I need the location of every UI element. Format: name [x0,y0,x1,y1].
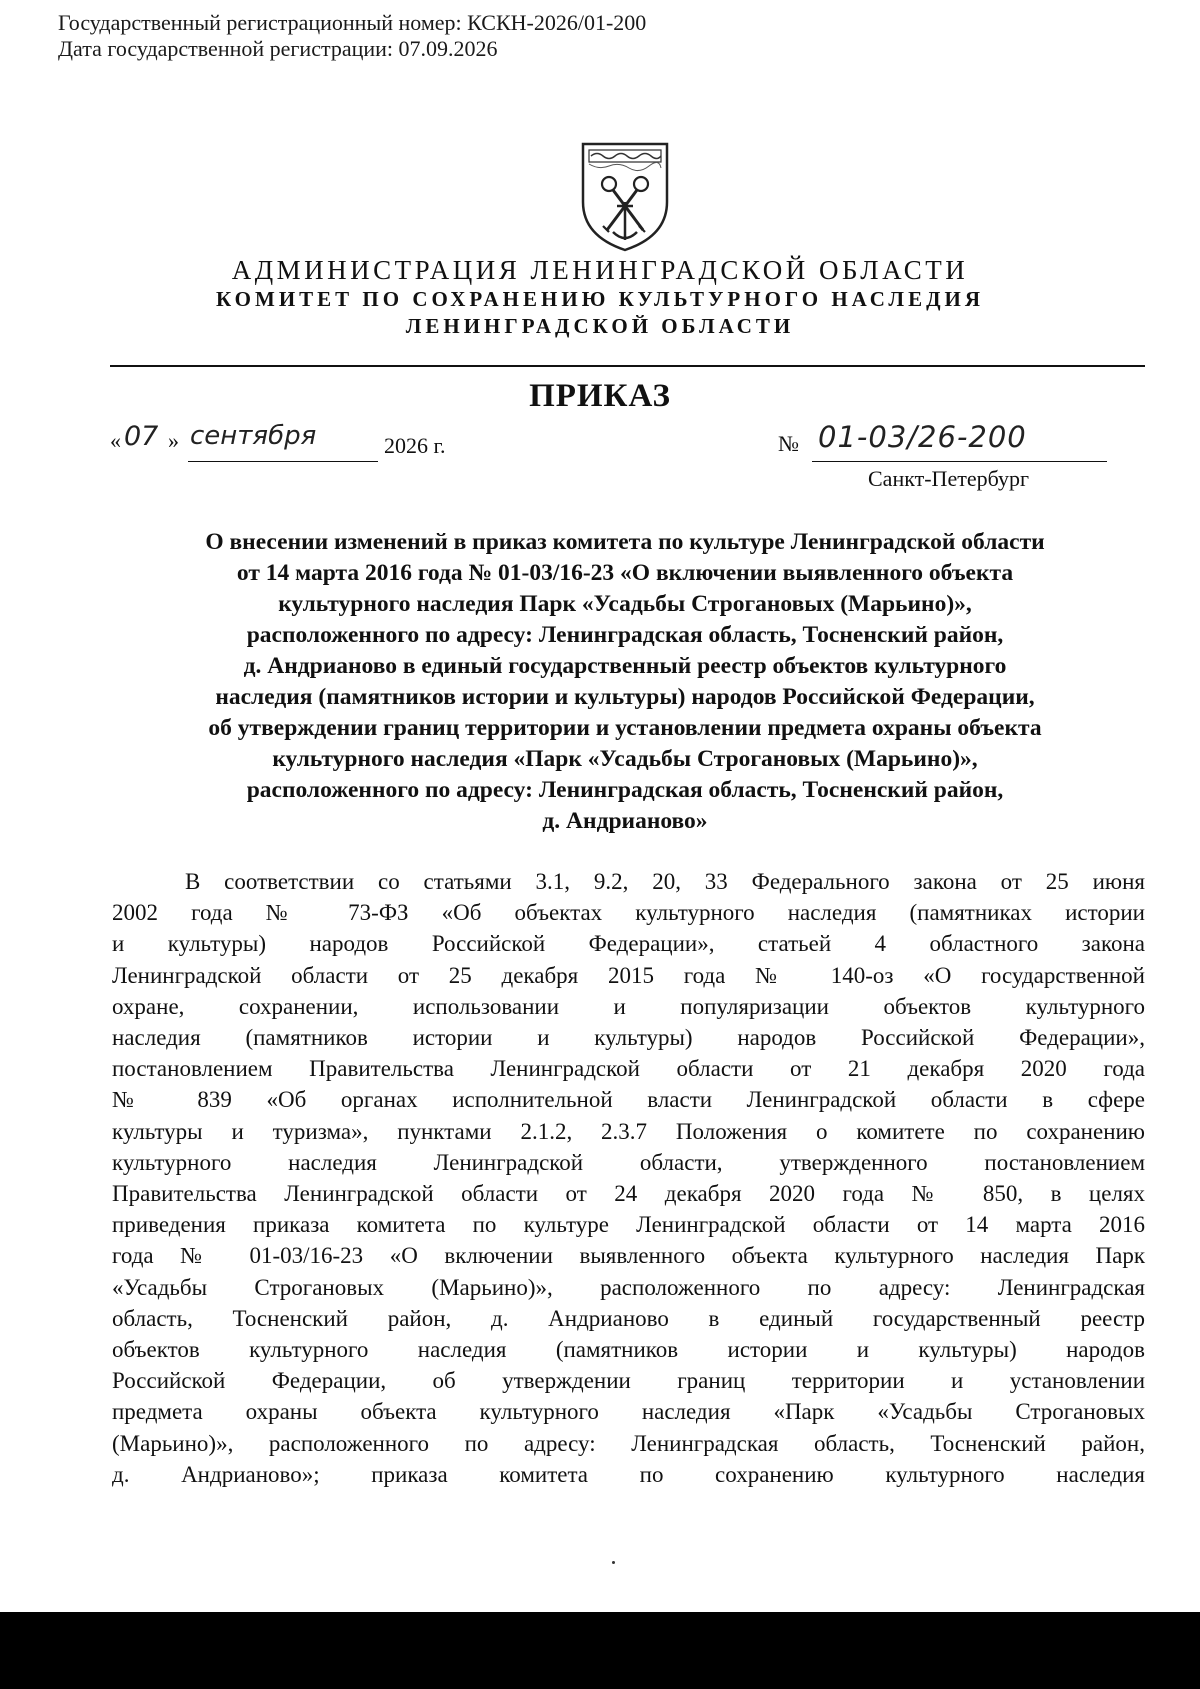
date-underline [188,461,378,462]
date-quote-open: « [110,428,121,453]
subject-line: культурного наследия Парк «Усадьбы Строгановых (Марьино)», [278,591,972,617]
order-body [112,866,1145,1490]
subject-line: расположенного по адресу: Ленинградская область, Тосненский район, [246,777,1004,803]
body-line: область, Тосненский район, д. Андрианово в единый государственный реестр [112,1305,1145,1331]
body-line: объектов культурного наследия (памятников истории и культуры) народов [112,1337,1145,1363]
body-line: наследия (памятников истории и культуры) народов Российской Федерации», [112,1025,1145,1051]
body-line: культуры и туризма», пунктами 2.1.2, 2.3.7 Положения о комитете по сохранению [112,1118,1145,1144]
body-line: Правительства Ленинградской области от 24 декабря 2020 года № 850, в целях [112,1181,1145,1207]
body-line: Российской Федерации, об утверждении границ территории и установлении [112,1368,1145,1394]
subject-line: расположенного по адресу: Ленинградская область, Тосненский район, [246,622,1004,648]
body-line: предмета охраны объекта культурного наследия «Парк «Усадьбы Строгановых [112,1399,1145,1425]
scan-speck [612,1561,615,1564]
body-line: Ленинградской области от 25 декабря 2015 года № 140-оз «О государственной [112,962,1145,988]
coat-of-arms-icon [575,140,675,252]
date-day: 07 [124,421,159,452]
order-subject [105,527,1145,837]
subject-line: об утверждении границ территории и установлении предмета охраны объекта [208,715,1042,741]
org-name-line2: КОМИТЕТ ПО СОХРАНЕНИЮ КУЛЬТУРНОГО НАСЛЕДИЯ [215,287,985,311]
subject-line: от 14 марта 2016 года № 01-03/16-23 «О включении выявленного объекта [236,560,1014,586]
body-line: и культуры) народов Российской Федерации», статьей 4 областного закона [112,931,1145,957]
subject-line: культурного наследия «Парк «Усадьбы Строгановых (Марьино)», [272,746,978,772]
scan-border-band [0,1612,1200,1689]
date-month: сентября [190,421,317,451]
document-title: ПРИКАЗ [529,378,671,414]
body-line: охране, сохранении, использовании и популяризации объектов культурного [112,993,1145,1019]
body-line: В соответствии со статьями 3.1, 9.2, 20, 33 Федерального закона от 25 июня [185,869,1145,894]
registration-number: Государственный регистрационный номер: КСКН-2026/01-200 [58,10,647,35]
header-divider [110,365,1145,367]
city: Санкт-Петербург [868,466,1029,491]
body-line: постановлением Правительства Ленинградской области от 21 декабря 2020 года [112,1056,1145,1082]
body-line: культурного наследия Ленинградской области, утвержденного постановлением [112,1149,1145,1175]
subject-line: д. Андрианово в единый государственный реестр объектов культурного [243,653,1007,679]
order-number: 01-03/26-200 [818,420,1027,454]
subject-line: О внесении изменений в приказ комитета по культуре Ленинградской области [205,529,1045,555]
body-line: 2002 года № 73-ФЗ «Об объектах культурного наследия (памятниках истории [112,900,1145,926]
org-name-line1: АДМИНИСТРАЦИЯ ЛЕНИНГРАДСКОЙ ОБЛАСТИ [231,255,969,285]
body-line: года № 01-03/16-23 «О включении выявленного объекта культурного наследия Парк [112,1243,1145,1269]
body-line: (Марьино)», расположенного по адресу: Ленинградская область, Тосненский район, [112,1430,1145,1456]
subject-line: наследия (памятников истории и культуры) народов Российской Федерации, [215,684,1035,710]
date-quote-close: » [168,428,179,453]
subject-line: д. Андрианово» [542,808,708,834]
order-number-sign: № [778,431,799,456]
body-line: д. Андрианово»; приказа комитета по сохранению культурного наследия [112,1461,1145,1487]
registration-date: Дата государственной регистрации: 07.09.2026 [58,36,498,61]
body-line: № 839 «Об органах исполнительной власти Ленинградской области в сфере [112,1087,1145,1113]
body-line: приведения приказа комитета по культуре Ленинградской области от 14 марта 2016 [112,1212,1145,1238]
org-name-line3: ЛЕНИНГРАДСКОЙ ОБЛАСТИ [405,314,795,338]
order-number-underline [812,461,1107,462]
body-line: «Усадьбы Строгановых (Марьино)», расположенного по адресу: Ленинградская [112,1274,1145,1300]
date-year: 2026 г. [384,433,446,458]
